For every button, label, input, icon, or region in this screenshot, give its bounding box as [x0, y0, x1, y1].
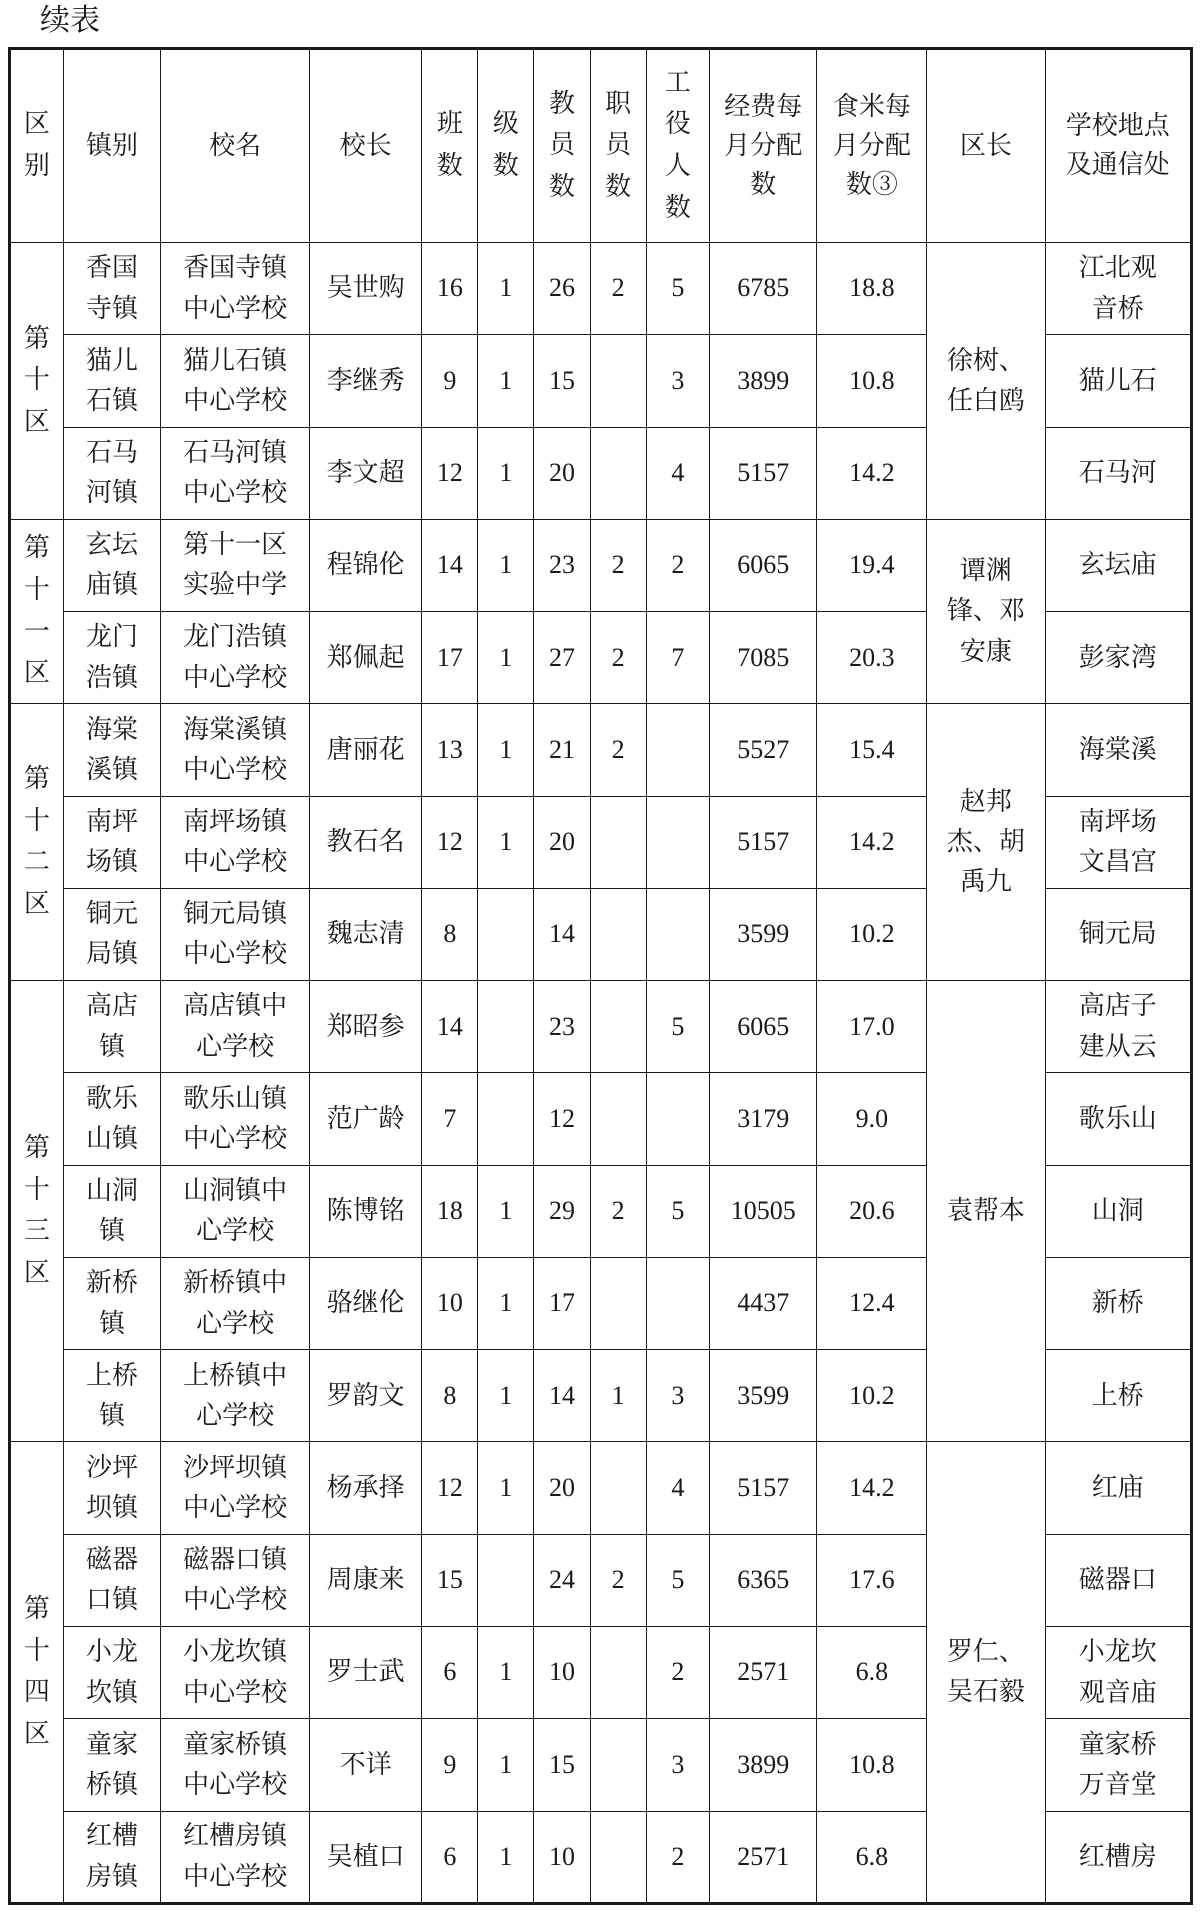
header-principal: 校长 — [310, 49, 422, 243]
grades-cell — [478, 981, 534, 1073]
funds-cell: 3899 — [710, 1719, 817, 1811]
rice-cell: 19.4 — [817, 519, 927, 611]
chief-cell: 袁帮本 — [927, 981, 1045, 1442]
school-cell: 海棠溪镇中心学校 — [161, 704, 310, 796]
teachers-cell: 10 — [534, 1811, 590, 1903]
principal-cell: 吴植口 — [310, 1811, 422, 1903]
header-grades: 级数 — [478, 49, 534, 243]
town-cell: 磁器口镇 — [63, 1534, 161, 1626]
staff-cell — [590, 427, 646, 519]
workers-cell: 2 — [646, 1626, 709, 1718]
school-cell: 上桥镇中心学校 — [161, 1350, 310, 1442]
classes-cell: 18 — [422, 1165, 478, 1257]
grades-cell: 1 — [478, 1626, 534, 1718]
staff-cell — [590, 1626, 646, 1718]
grades-cell — [478, 888, 534, 980]
town-cell: 玄坛庙镇 — [63, 519, 161, 611]
staff-cell — [590, 1257, 646, 1349]
town-cell: 海棠溪镇 — [63, 704, 161, 796]
staff-cell: 2 — [590, 1165, 646, 1257]
rice-cell: 14.2 — [817, 427, 927, 519]
school-cell: 童家桥镇中心学校 — [161, 1719, 310, 1811]
school-cell: 红槽房镇中心学校 — [161, 1811, 310, 1903]
principal-cell: 罗韵文 — [310, 1350, 422, 1442]
principal-cell: 周康来 — [310, 1534, 422, 1626]
school-cell: 猫儿石镇中心学校 — [161, 335, 310, 427]
principal-cell: 程锦伦 — [310, 519, 422, 611]
teachers-cell: 10 — [534, 1626, 590, 1718]
grades-cell: 1 — [478, 1719, 534, 1811]
teachers-cell: 14 — [534, 888, 590, 980]
funds-cell: 2571 — [710, 1626, 817, 1718]
location-cell: 玄坛庙 — [1045, 519, 1191, 611]
school-cell: 山洞镇中心学校 — [161, 1165, 310, 1257]
district-cell: 第十四区 — [10, 1442, 64, 1904]
workers-cell: 7 — [646, 612, 709, 704]
rice-cell: 17.6 — [817, 1534, 927, 1626]
grades-cell — [478, 1073, 534, 1165]
location-cell: 红槽房 — [1045, 1811, 1191, 1903]
location-cell: 山洞 — [1045, 1165, 1191, 1257]
location-cell: 江北观音桥 — [1045, 243, 1191, 335]
classes-cell: 9 — [422, 335, 478, 427]
school-cell: 龙门浩镇中心学校 — [161, 612, 310, 704]
workers-cell: 3 — [646, 1719, 709, 1811]
teachers-cell: 14 — [534, 1350, 590, 1442]
town-cell: 歌乐山镇 — [63, 1073, 161, 1165]
location-cell: 彭家湾 — [1045, 612, 1191, 704]
principal-cell: 骆继伦 — [310, 1257, 422, 1349]
classes-cell: 12 — [422, 1442, 478, 1534]
classes-cell: 10 — [422, 1257, 478, 1349]
town-cell: 新桥镇 — [63, 1257, 161, 1349]
location-cell: 上桥 — [1045, 1350, 1191, 1442]
chief-cell: 谭渊锋、邓安康 — [927, 519, 1045, 704]
rice-cell: 17.0 — [817, 981, 927, 1073]
header-rice: 食米每月分配数③ — [817, 49, 927, 243]
rice-cell: 10.8 — [817, 1719, 927, 1811]
workers-cell — [646, 704, 709, 796]
teachers-cell: 17 — [534, 1257, 590, 1349]
principal-cell: 李文超 — [310, 427, 422, 519]
header-staff: 职员数 — [590, 49, 646, 243]
staff-cell — [590, 1073, 646, 1165]
header-school: 校名 — [161, 49, 310, 243]
header-teachers: 教员数 — [534, 49, 590, 243]
town-cell: 童家桥镇 — [63, 1719, 161, 1811]
town-cell: 上桥镇 — [63, 1350, 161, 1442]
school-cell: 第十一区实验中学 — [161, 519, 310, 611]
workers-cell — [646, 796, 709, 888]
town-cell: 高店镇 — [63, 981, 161, 1073]
staff-cell — [590, 888, 646, 980]
funds-cell: 6365 — [710, 1534, 817, 1626]
principal-cell: 罗士武 — [310, 1626, 422, 1718]
chief-cell: 赵邦杰、胡禹九 — [927, 704, 1045, 981]
location-cell: 南坪场文昌宫 — [1045, 796, 1191, 888]
funds-cell: 7085 — [710, 612, 817, 704]
school-cell: 香国寺镇中心学校 — [161, 243, 310, 335]
school-cell: 小龙坎镇中心学校 — [161, 1626, 310, 1718]
rice-cell: 20.6 — [817, 1165, 927, 1257]
classes-cell: 14 — [422, 519, 478, 611]
principal-cell: 唐丽花 — [310, 704, 422, 796]
header-chief: 区长 — [927, 49, 1045, 243]
staff-cell — [590, 1719, 646, 1811]
funds-cell: 6065 — [710, 519, 817, 611]
teachers-cell: 24 — [534, 1534, 590, 1626]
location-cell: 磁器口 — [1045, 1534, 1191, 1626]
funds-cell: 5157 — [710, 1442, 817, 1534]
workers-cell: 4 — [646, 427, 709, 519]
grades-cell: 1 — [478, 1811, 534, 1903]
teachers-cell: 20 — [534, 1442, 590, 1534]
district-cell: 第十区 — [10, 243, 64, 520]
district-cell: 第十三区 — [10, 981, 64, 1442]
funds-cell: 3599 — [710, 888, 817, 980]
classes-cell: 8 — [422, 1350, 478, 1442]
classes-cell: 13 — [422, 704, 478, 796]
table-header — [10, 49, 1192, 243]
teachers-cell: 15 — [534, 1719, 590, 1811]
classes-cell: 12 — [422, 796, 478, 888]
grades-cell: 1 — [478, 243, 534, 335]
rice-cell: 15.4 — [817, 704, 927, 796]
table-row — [10, 1442, 1192, 1534]
workers-cell: 3 — [646, 335, 709, 427]
staff-cell: 2 — [590, 612, 646, 704]
town-cell: 石马河镇 — [63, 427, 161, 519]
funds-cell: 5527 — [710, 704, 817, 796]
workers-cell — [646, 1257, 709, 1349]
funds-cell: 10505 — [710, 1165, 817, 1257]
funds-cell: 5157 — [710, 427, 817, 519]
header-location: 学校地点及通信处 — [1045, 49, 1191, 243]
staff-cell: 2 — [590, 243, 646, 335]
school-cell: 沙坪坝镇中心学校 — [161, 1442, 310, 1534]
teachers-cell: 12 — [534, 1073, 590, 1165]
workers-cell: 5 — [646, 1534, 709, 1626]
chief-cell: 罗仁、吴石毅 — [927, 1442, 1045, 1904]
district-cell: 第十一区 — [10, 519, 64, 704]
school-cell: 南坪场镇中心学校 — [161, 796, 310, 888]
funds-cell: 6065 — [710, 981, 817, 1073]
grades-cell: 1 — [478, 796, 534, 888]
principal-cell: 杨承择 — [310, 1442, 422, 1534]
staff-cell: 2 — [590, 1534, 646, 1626]
town-cell: 龙门浩镇 — [63, 612, 161, 704]
workers-cell: 2 — [646, 519, 709, 611]
table-row — [10, 704, 1192, 796]
header-town: 镇别 — [63, 49, 161, 243]
town-cell: 香国寺镇 — [63, 243, 161, 335]
district-cell: 第十二区 — [10, 704, 64, 981]
workers-cell: 4 — [646, 1442, 709, 1534]
workers-cell: 2 — [646, 1811, 709, 1903]
workers-cell — [646, 1073, 709, 1165]
grades-cell: 1 — [478, 335, 534, 427]
grades-cell — [478, 1534, 534, 1626]
grades-cell: 1 — [478, 1257, 534, 1349]
header-workers: 工役人数 — [646, 49, 709, 243]
grades-cell: 1 — [478, 519, 534, 611]
teachers-cell: 27 — [534, 612, 590, 704]
funds-cell: 4437 — [710, 1257, 817, 1349]
funds-cell: 5157 — [710, 796, 817, 888]
teachers-cell: 15 — [534, 335, 590, 427]
school-cell: 磁器口镇中心学校 — [161, 1534, 310, 1626]
school-cell: 高店镇中心学校 — [161, 981, 310, 1073]
classes-cell: 15 — [422, 1534, 478, 1626]
rice-cell: 12.4 — [817, 1257, 927, 1349]
town-cell: 红槽房镇 — [63, 1811, 161, 1903]
funds-cell: 3179 — [710, 1073, 817, 1165]
table-caption: 续表 — [40, 3, 100, 38]
school-cell: 歌乐山镇中心学校 — [161, 1073, 310, 1165]
funds-cell: 3899 — [710, 335, 817, 427]
staff-cell: 2 — [590, 704, 646, 796]
school-cell: 新桥镇中心学校 — [161, 1257, 310, 1349]
table-body — [10, 243, 1192, 1904]
staff-cell — [590, 796, 646, 888]
classes-cell: 16 — [422, 243, 478, 335]
workers-cell — [646, 888, 709, 980]
teachers-cell: 20 — [534, 427, 590, 519]
teachers-cell: 29 — [534, 1165, 590, 1257]
principal-cell: 郑佩起 — [310, 612, 422, 704]
location-cell: 猫儿石 — [1045, 335, 1191, 427]
chief-cell: 徐树、任白鸥 — [927, 243, 1045, 520]
header-funds: 经费每月分配数 — [710, 49, 817, 243]
grades-cell: 1 — [478, 612, 534, 704]
rice-cell: 6.8 — [817, 1626, 927, 1718]
workers-cell: 5 — [646, 981, 709, 1073]
workers-cell: 5 — [646, 243, 709, 335]
rice-cell: 9.0 — [817, 1073, 927, 1165]
school-table — [8, 47, 1193, 1905]
school-cell: 石马河镇中心学校 — [161, 427, 310, 519]
town-cell: 沙坪坝镇 — [63, 1442, 161, 1534]
principal-cell: 郑昭参 — [310, 981, 422, 1073]
grades-cell: 1 — [478, 1165, 534, 1257]
teachers-cell: 21 — [534, 704, 590, 796]
header-row — [10, 49, 1192, 243]
town-cell: 小龙坎镇 — [63, 1626, 161, 1718]
classes-cell: 17 — [422, 612, 478, 704]
classes-cell: 12 — [422, 427, 478, 519]
rice-cell: 14.2 — [817, 796, 927, 888]
location-cell: 新桥 — [1045, 1257, 1191, 1349]
principal-cell: 吴世购 — [310, 243, 422, 335]
location-cell: 童家桥万音堂 — [1045, 1719, 1191, 1811]
staff-cell: 2 — [590, 519, 646, 611]
location-cell: 铜元局 — [1045, 888, 1191, 980]
town-cell: 猫儿石镇 — [63, 335, 161, 427]
town-cell: 铜元局镇 — [63, 888, 161, 980]
rice-cell: 6.8 — [817, 1811, 927, 1903]
grades-cell: 1 — [478, 427, 534, 519]
funds-cell: 3599 — [710, 1350, 817, 1442]
teachers-cell: 23 — [534, 981, 590, 1073]
grades-cell: 1 — [478, 1442, 534, 1534]
table-row — [10, 519, 1192, 611]
town-cell: 南坪场镇 — [63, 796, 161, 888]
location-cell: 歌乐山 — [1045, 1073, 1191, 1165]
town-cell: 山洞镇 — [63, 1165, 161, 1257]
rice-cell: 10.8 — [817, 335, 927, 427]
grades-cell: 1 — [478, 704, 534, 796]
staff-cell — [590, 981, 646, 1073]
table-row — [10, 243, 1192, 335]
table-row — [10, 981, 1192, 1073]
teachers-cell: 26 — [534, 243, 590, 335]
location-cell: 小龙坎观音庙 — [1045, 1626, 1191, 1718]
location-cell: 石马河 — [1045, 427, 1191, 519]
workers-cell: 5 — [646, 1165, 709, 1257]
rice-cell: 14.2 — [817, 1442, 927, 1534]
principal-cell: 范广龄 — [310, 1073, 422, 1165]
rice-cell: 10.2 — [817, 888, 927, 980]
classes-cell: 14 — [422, 981, 478, 1073]
header-district: 区别 — [10, 49, 64, 243]
grades-cell: 1 — [478, 1350, 534, 1442]
rice-cell: 10.2 — [817, 1350, 927, 1442]
staff-cell: 1 — [590, 1350, 646, 1442]
principal-cell: 魏志清 — [310, 888, 422, 980]
staff-cell — [590, 1811, 646, 1903]
classes-cell: 6 — [422, 1811, 478, 1903]
teachers-cell: 20 — [534, 796, 590, 888]
classes-cell: 7 — [422, 1073, 478, 1165]
header-classes: 班数 — [422, 49, 478, 243]
staff-cell — [590, 335, 646, 427]
classes-cell: 9 — [422, 1719, 478, 1811]
principal-cell: 不详 — [310, 1719, 422, 1811]
rice-cell: 20.3 — [817, 612, 927, 704]
principal-cell: 李继秀 — [310, 335, 422, 427]
principal-cell: 陈博铭 — [310, 1165, 422, 1257]
funds-cell: 6785 — [710, 243, 817, 335]
location-cell: 高店子建从云 — [1045, 981, 1191, 1073]
staff-cell — [590, 1442, 646, 1534]
teachers-cell: 23 — [534, 519, 590, 611]
location-cell: 红庙 — [1045, 1442, 1191, 1534]
rice-cell: 18.8 — [817, 243, 927, 335]
school-cell: 铜元局镇中心学校 — [161, 888, 310, 980]
principal-cell: 教石名 — [310, 796, 422, 888]
funds-cell: 2571 — [710, 1811, 817, 1903]
workers-cell: 3 — [646, 1350, 709, 1442]
classes-cell: 8 — [422, 888, 478, 980]
location-cell: 海棠溪 — [1045, 704, 1191, 796]
classes-cell: 6 — [422, 1626, 478, 1718]
